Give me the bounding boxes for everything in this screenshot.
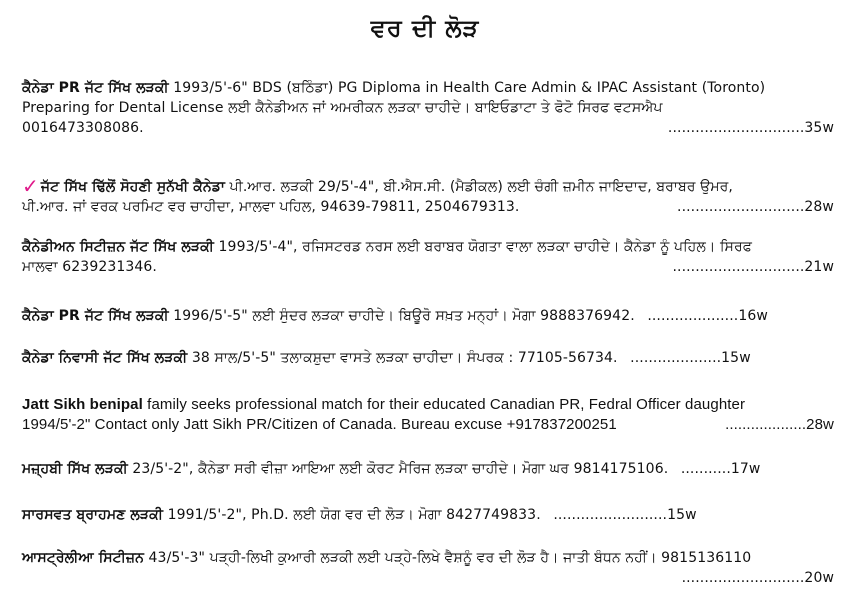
ad-code: ...........17w xyxy=(680,461,761,477)
matrimonial-ad xyxy=(22,348,834,368)
ad-last-line xyxy=(22,568,834,588)
ad-lead: ਕੈਨੇਡੀਅਨ ਸਿਟੀਜ਼ਨ ਜੱਟ ਸਿੱਖ ਲੜਕੀ xyxy=(22,239,214,255)
ad-contact: ਮਾਲਵਾ 6239231346. xyxy=(22,259,157,275)
ad-body xyxy=(22,350,618,366)
ad-code: ...........................20w xyxy=(681,570,834,586)
ad-contact: 0016473308086. xyxy=(22,120,144,136)
ad-code: ............................28w xyxy=(677,199,834,215)
ad-lead: ਜੱਟ ਸਿੱਖ ਢਿੱਲੋਂ ਸੋਹਣੀ ਸੁਨੱਖੀ ਕੈਨੇਡਾ xyxy=(40,179,225,195)
ad-code: ....................16w xyxy=(647,308,768,324)
matrimonial-ad xyxy=(22,395,834,435)
matrimonial-ad xyxy=(22,237,834,277)
ad-body xyxy=(22,507,541,523)
ad-code: ..............................35w xyxy=(667,120,834,136)
ad-text: 43/5'-3" ਪੜ੍ਹੀ-ਲਿਖੀ ਕੁਆਰੀ ਲੜਕੀ ਲਈ ਪੜ੍ਹੇ-ਲਿਖੇ ਵੈਸ਼ਨੂੰ ਵਰ ਦੀ ਲੋੜ ਹੈ। ਜਾਤੀ ਬੰਧਨ ਨਹੀਂ। 9815136110 xyxy=(144,550,752,566)
matrimonial-ad xyxy=(22,78,834,138)
ad-body xyxy=(22,461,668,477)
ad-code: .........................15w xyxy=(553,507,697,523)
ad-contact: ਪੀ.ਆਰ. ਜਾਂ ਵਰਕ ਪਰਮਿਟ ਵਰ ਚਾਹੀਦਾ, ਮਾਲਵਾ ਪਹਿਲ, 94639-79811, 2504679313. xyxy=(22,199,520,215)
ad-lead: ਕੈਨੇਡਾ ਨਿਵਾਸੀ ਜੱਟ ਸਿੱਖ ਲੜਕੀ xyxy=(22,350,188,366)
matrimonial-ad xyxy=(22,459,834,479)
matrimonial-ad xyxy=(22,176,834,217)
page-title: ਵਰ ਦੀ ਲੋੜ xyxy=(370,14,480,42)
ad-text: 1996/5'-5" ਲਈ ਸੁੰਦਰ ਲੜਕਾ ਚਾਹੀਦੇ। ਬਿਊਰੋ ਸਖ਼ਤ ਮਨ੍ਹਾਂ। ਮੋਗਾ 9888376942. xyxy=(168,308,635,324)
matrimonial-ad xyxy=(22,505,834,525)
ad-code: ....................15w xyxy=(630,350,751,366)
ad-last-line xyxy=(22,197,834,217)
ad-lead: ਆਸਟ੍ਰੇਲੀਆ ਸਿਟੀਜ਼ਨ xyxy=(22,550,144,566)
ad-lead: ਸਾਰਸਵਤ ਬ੍ਰਾਹਮਣ ਲੜਕੀ xyxy=(22,507,164,523)
ad-text: 1993/5'-4", ਰਜਿਸਟਰਡ ਨਰਸ ਲਈ ਬਰਾਬਰ ਯੋਗਤਾ ਵਾਲਾ ਲੜਕਾ ਚਾਹੀਦੇ। ਕੈਨੇਡਾ ਨੂੰ ਪਹਿਲ। ਸਿਰਫ xyxy=(214,239,752,255)
ad-body xyxy=(22,308,635,324)
matrimonial-ad xyxy=(22,306,834,326)
ad-text: 1991/5'-2", Ph.D. ਲਈ ਯੋਗ ਵਰ ਦੀ ਲੋੜ। ਮੋਗਾ 8427749833. xyxy=(163,507,541,523)
ad-last-line xyxy=(22,415,834,435)
ad-lead: ਕੈਨੇਡਾ PR ਜੱਟ ਸਿੱਖ ਲੜਕੀ xyxy=(22,308,169,324)
ad-contact: 1994/5'-2" Contact only Jatt Sikh PR/Citizen of Canada. Bureau excuse +917837200251 xyxy=(22,416,617,433)
ad-code: .............................21w xyxy=(672,259,834,275)
ad-last-line xyxy=(22,257,834,277)
matrimonial-ad xyxy=(22,548,834,588)
ad-text: ਪੀ.ਆਰ. ਲੜਕੀ 29/5'-4", ਬੀ.ਐਸ.ਸੀ. (ਮੈਡੀਕਲ) ਲਈ ਚੰਗੀ ਜ਼ਮੀਨ ਜਾਇਦਾਦ, ਬਰਾਬਰ ਉਮਰ, xyxy=(224,179,733,195)
ad-text: 1993/5'-6" BDS (ਬਠਿੰਡਾ) PG Diploma in Health Care Admin & IPAC Assistant (Toronto) Preparing for Dental License ਲਈ ਕੈਨੇਡੀਅਨ ਜਾਂ ਅਮਰੀਕਨ ਲੜਕਾ ਚਾਹੀਦੇ। ਬਾਇਓਡਾਟਾ ਤੇ ਫੋਟੋ ਸਿਰਫ ਵਟਸਐਪ xyxy=(22,80,766,116)
ad-text: family seeks professional match for their educated Canadian PR, Fedral Officer daughter xyxy=(142,396,746,413)
checkmark-icon: ✓ xyxy=(22,174,39,198)
ad-lead: Jatt Sikh benipal xyxy=(22,396,143,413)
ad-lead: ਮਜ਼੍ਹਬੀ ਸਿੱਖ ਲੜਕੀ xyxy=(22,461,128,477)
ad-text: 23/5'-2", ਕੈਨੇਡਾ ਸਰੀ ਵੀਜ਼ਾ ਆਇਆ ਲਈ ਕੋਰਟ ਮੈਰਿਜ ਲੜਕਾ ਚਾਹੀਦੇ। ਮੋਗਾ ਘਰ 9814175106. xyxy=(127,461,669,477)
ad-last-line xyxy=(22,118,834,138)
ad-lead: ਕੈਨੇਡਾ PR ਜੱਟ ਸਿੱਖ ਲੜਕੀ xyxy=(22,80,169,96)
ad-text: 38 ਸਾਲ/5'-5" ਤਲਾਕਸ਼ੁਦਾ ਵਾਸਤੇ ਲੜਕਾ ਚਾਹੀਦਾ। ਸੰਪਰਕ : 77105-56734. xyxy=(187,350,618,366)
ad-code: ...................28w xyxy=(725,416,834,433)
